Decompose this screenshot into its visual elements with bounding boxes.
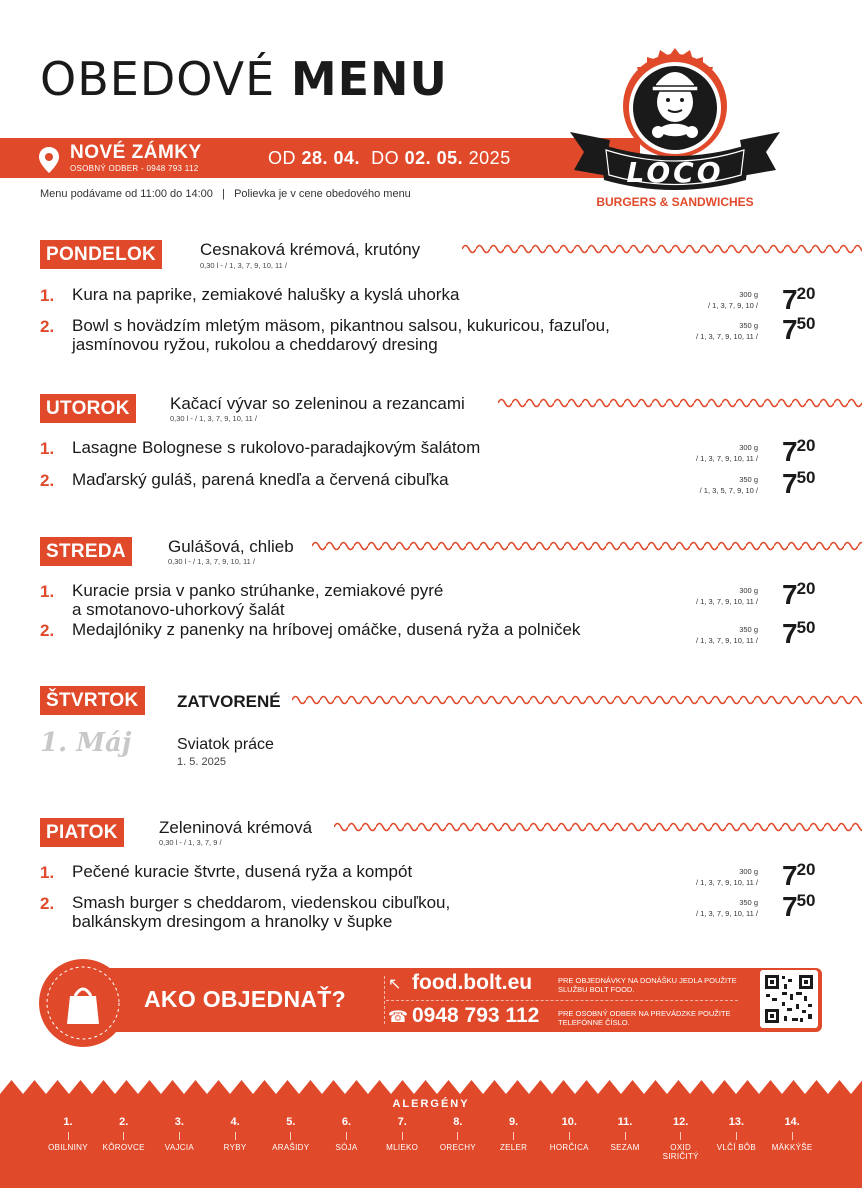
allergen-item: [319, 1116, 375, 1152]
wave-divider: [334, 819, 862, 835]
allergen-tick: [179, 1132, 180, 1140]
allergen-number: 5.: [286, 1116, 296, 1128]
allergen-number: 3.: [174, 1116, 184, 1128]
dish-name: Lasagne Bolognese s rukolovo-paradajkovým šalátom: [72, 438, 481, 457]
pickup-phone: OSOBNÝ ODBER - 0948 793 112: [70, 164, 199, 173]
dish-weight: [638, 474, 758, 496]
dish-price: [782, 579, 816, 611]
dish-name: Maďarský guláš, parená knedľa a červená cibuľka: [72, 470, 449, 489]
allergen-tick: [569, 1132, 570, 1140]
dish-allergens: / 1, 3, 7, 9, 10, 11 /: [696, 909, 758, 918]
order-web-note: PRE OBJEDNÁVKY NA DONÁŠKU JEDLA POUŽITE SLUŽBU BOLT FOOD.: [558, 976, 737, 994]
holiday-date: 1. 5. 2025: [177, 756, 226, 768]
dish-name-line2: balkánskym dresingom a hranolky v šupke: [72, 912, 393, 931]
dish-allergens: / 1, 3, 7, 9, 10, 11 /: [696, 636, 758, 645]
date-from: 28. 04.: [301, 148, 361, 168]
allergen-item: [430, 1116, 486, 1152]
dish-name-line2: jasmínovou ryžou, rukolou a cheddarový dresing: [72, 335, 438, 354]
price-main: 7: [782, 618, 797, 649]
weight-value: 350 g: [739, 475, 758, 484]
allergen-item: [374, 1116, 430, 1152]
dish-allergens: / 1, 3, 7, 9, 10, 11 /: [696, 454, 758, 463]
allergen-number: 12.: [673, 1116, 689, 1128]
allergen-item: [263, 1116, 319, 1152]
allergen-item: [151, 1116, 207, 1152]
allergen-tick: [346, 1132, 347, 1140]
allergen-name: HORČICA: [549, 1143, 589, 1152]
allergen-tick: [457, 1132, 458, 1140]
price-main: 7: [782, 860, 797, 891]
dish-number: 1.: [40, 439, 55, 458]
allergen-number: 4.: [230, 1116, 240, 1128]
dish-price: [782, 468, 816, 500]
allergen-item: [653, 1116, 709, 1161]
dish-allergens: / 1, 3, 5, 7, 9, 10 /: [699, 486, 758, 495]
date-to-label: DO: [371, 148, 400, 168]
price-main: 7: [782, 284, 797, 315]
allergen-number: 1.: [63, 1116, 73, 1128]
location-pin-icon: [38, 146, 60, 174]
soup-allergens-friday: 0,30 l - / 1, 3, 7, 9 /: [159, 838, 222, 847]
allergen-name: SÓJA: [335, 1143, 358, 1152]
dish-name: Pečené kuracie štvrte, dusená ryža a kompót: [72, 862, 413, 881]
title-light: OBEDOVÉ: [40, 52, 276, 106]
allergen-item: [708, 1116, 764, 1152]
dish-allergens: / 1, 3, 7, 9, 10, 11 /: [696, 878, 758, 887]
allergen-number: 10.: [561, 1116, 577, 1128]
dish-number: 2.: [40, 894, 55, 913]
price-main: 7: [782, 436, 797, 467]
takeaway-bag-icon: [38, 958, 128, 1048]
dish-number: 1.: [40, 863, 55, 882]
allergen-tick: [625, 1132, 626, 1140]
dish-price: [782, 436, 816, 468]
date-from-label: OD: [268, 148, 296, 168]
holiday-name: Sviatok práce: [177, 736, 274, 753]
may-day-badge: 1. Máj: [40, 728, 132, 758]
dish-number: 1.: [40, 582, 55, 601]
price-cents: 50: [796, 618, 816, 637]
allergen-item: [486, 1116, 542, 1152]
soup-tuesday: Kačací vývar so zeleninou a rezancami: [170, 394, 465, 413]
allergen-number: 9.: [509, 1116, 519, 1128]
title-bold: MENU: [290, 52, 448, 106]
allergen-item: [597, 1116, 653, 1152]
date-range: [268, 148, 511, 169]
date-year: 2025: [468, 148, 511, 168]
weight-value: 350 g: [739, 625, 758, 634]
dish-name-line1: Smash burger s cheddarom, viedenskou cibuľkou,: [72, 893, 451, 912]
allergen-tick: [68, 1132, 69, 1140]
dish-weight: [638, 866, 758, 888]
city-name: NOVÉ ZÁMKY: [70, 142, 202, 163]
dish-name: Kura na paprike, zemiakové halušky a kyslá uhorka: [72, 285, 460, 304]
allergen-tick: [792, 1132, 793, 1140]
allergen-name: SEZAM: [610, 1143, 640, 1152]
qr-code[interactable]: [760, 970, 818, 1028]
soup-allergens-tuesday: 0,30 l - / 1, 3, 7, 9, 10, 11 /: [170, 414, 257, 423]
dish-number: 1.: [40, 286, 55, 305]
soup-monday: Cesnaková krémová, krutóny: [200, 240, 421, 259]
order-website-link[interactable]: food.bolt.eu: [412, 971, 533, 994]
allergen-name: MÄKKÝŠE: [771, 1143, 813, 1152]
allergen-number: 13.: [728, 1116, 745, 1128]
wave-divider: [462, 241, 862, 257]
dish-weight: [638, 897, 758, 919]
dish-allergens: / 1, 3, 7, 9, 10, 11 /: [696, 597, 758, 606]
soup-friday: Zeleninová krémová: [159, 818, 313, 837]
allergen-name: RYBY: [223, 1143, 247, 1152]
soup-allergens-monday: 0,30 l - / 1, 3, 7, 9, 10, 11 /: [200, 261, 287, 270]
allergen-name: VLČÍ BÔB: [716, 1143, 757, 1152]
order-phone-link[interactable]: 0948 793 112: [412, 1004, 540, 1027]
price-cents: 20: [796, 860, 816, 879]
allergen-number: 2.: [119, 1116, 129, 1128]
dish-price: [782, 618, 816, 650]
dish-number: 2.: [40, 471, 55, 490]
dish-name: Medajlóniky z panenky na hríbovej omáčke, dusená ryža a polniček: [72, 620, 581, 639]
allergen-name: MLIEKO: [386, 1143, 419, 1152]
allergen-tick: [290, 1132, 291, 1140]
day-label-friday: PIATOK: [40, 818, 124, 847]
allergen-number: 11.: [617, 1116, 633, 1128]
allergen-name: OBILNINY: [48, 1143, 88, 1152]
allergen-name: ZELER: [499, 1143, 528, 1152]
wave-divider: [312, 538, 862, 554]
allergen-name: KÔROVCE: [102, 1143, 145, 1152]
allergen-number: 7.: [397, 1116, 407, 1128]
allergen-name: VAJCIA: [164, 1143, 194, 1152]
order-phone-note: PRE OSOBNÝ ODBER NA PREVÁDZKE POUŽITE TELEFÓNNE ČÍSLO.: [558, 1009, 731, 1027]
allergen-name: OXID SIRIČITÝ: [662, 1143, 699, 1161]
dish-price: [782, 314, 816, 346]
allergen-item: [207, 1116, 263, 1152]
logo-name: LOCO: [626, 156, 724, 189]
dish-price: [782, 284, 816, 316]
dish-weight: [638, 585, 758, 607]
dish-weight: [638, 289, 758, 311]
dish-weight: [638, 624, 758, 646]
dish-price: [782, 860, 816, 892]
order-row-divider: [386, 1000, 738, 1001]
dish-name-line2: a smotanovo-uhorkový šalát: [72, 600, 285, 619]
price-main: 7: [782, 314, 797, 345]
soup-wednesday: Gulášová, chlieb: [168, 537, 294, 556]
allergen-number: 14.: [784, 1116, 800, 1128]
allergen-number: 6.: [341, 1116, 352, 1128]
dish-weight: [638, 320, 758, 342]
dish-name: [72, 581, 672, 619]
weight-value: 300 g: [739, 586, 758, 595]
price-cents: 20: [796, 436, 816, 455]
allergen-item: [96, 1116, 152, 1152]
price-cents: 20: [796, 579, 816, 598]
allergen-item: [40, 1116, 96, 1152]
dish-name: [72, 893, 672, 931]
dish-weight: [638, 442, 758, 464]
price-main: 7: [782, 579, 797, 610]
date-to: 02. 05.: [404, 148, 464, 168]
weight-value: 300 g: [739, 443, 758, 452]
day-label-tuesday: UTOROK: [40, 394, 136, 423]
wave-divider: [292, 692, 862, 708]
serving-info: Menu podávame od 11:00 do 14:00 | Polievka je v cene obedového menu: [40, 188, 411, 200]
day-label-thursday: ŠTVRTOK: [40, 686, 145, 715]
dish-price: [782, 891, 816, 923]
day-label-wednesday: STREDA: [40, 537, 132, 566]
allergen-tick: [736, 1132, 737, 1140]
allergen-name: ORECHY: [439, 1143, 476, 1152]
loco-logo: [560, 44, 790, 214]
order-title: AKO OBJEDNAŤ?: [144, 986, 346, 1012]
dish-name-line1: Kuracie prsia v panko strúhanke, zemiakové pyré: [72, 581, 444, 600]
dish-number: 2.: [40, 621, 55, 640]
order-divider: [384, 976, 385, 1024]
allergen-item: [541, 1116, 597, 1152]
allergen-number: 8.: [453, 1116, 463, 1128]
dish-number: 2.: [40, 317, 55, 336]
allergens-title: ALERGÉNY: [392, 1098, 470, 1110]
price-main: 7: [782, 468, 797, 499]
closed-notice: ZATVORENÉ: [177, 692, 281, 711]
price-cents: 50: [796, 314, 816, 333]
allergen-tick: [513, 1132, 514, 1140]
price-main: 7: [782, 891, 797, 922]
allergen-name: ARAŠIDY: [272, 1143, 310, 1152]
page-title: [40, 52, 448, 106]
cursor-click-icon: ↖: [388, 976, 402, 993]
weight-value: 300 g: [739, 290, 758, 299]
allergen-item: [764, 1116, 820, 1152]
soup-allergens-wednesday: 0,30 l - / 1, 3, 7, 9, 10, 11 /: [168, 557, 255, 566]
wave-divider: [498, 395, 862, 411]
price-cents: 50: [796, 891, 816, 910]
allergen-tick: [680, 1132, 681, 1140]
dish-allergens: / 1, 3, 7, 9, 10, 11 /: [696, 332, 758, 341]
weight-value: 350 g: [739, 321, 758, 330]
phone-icon: ☎: [388, 1009, 408, 1026]
price-cents: 20: [796, 284, 816, 303]
dish-allergens: / 1, 3, 7, 9, 10 /: [707, 301, 758, 310]
weight-value: 350 g: [739, 898, 758, 907]
weight-value: 300 g: [739, 867, 758, 876]
allergen-tick: [123, 1132, 124, 1140]
logo-tagline: BURGERS & SANDWICHES: [596, 195, 754, 209]
allergen-tick: [235, 1132, 236, 1140]
dish-name-line1: Bowl s hovädzím mletým mäsom, pikantnou salsou, kukuricou, fazuľou,: [72, 316, 610, 335]
dish-name: [72, 316, 692, 354]
day-label-monday: PONDELOK: [40, 240, 162, 269]
price-cents: 50: [796, 468, 816, 487]
allergen-tick: [402, 1132, 403, 1140]
